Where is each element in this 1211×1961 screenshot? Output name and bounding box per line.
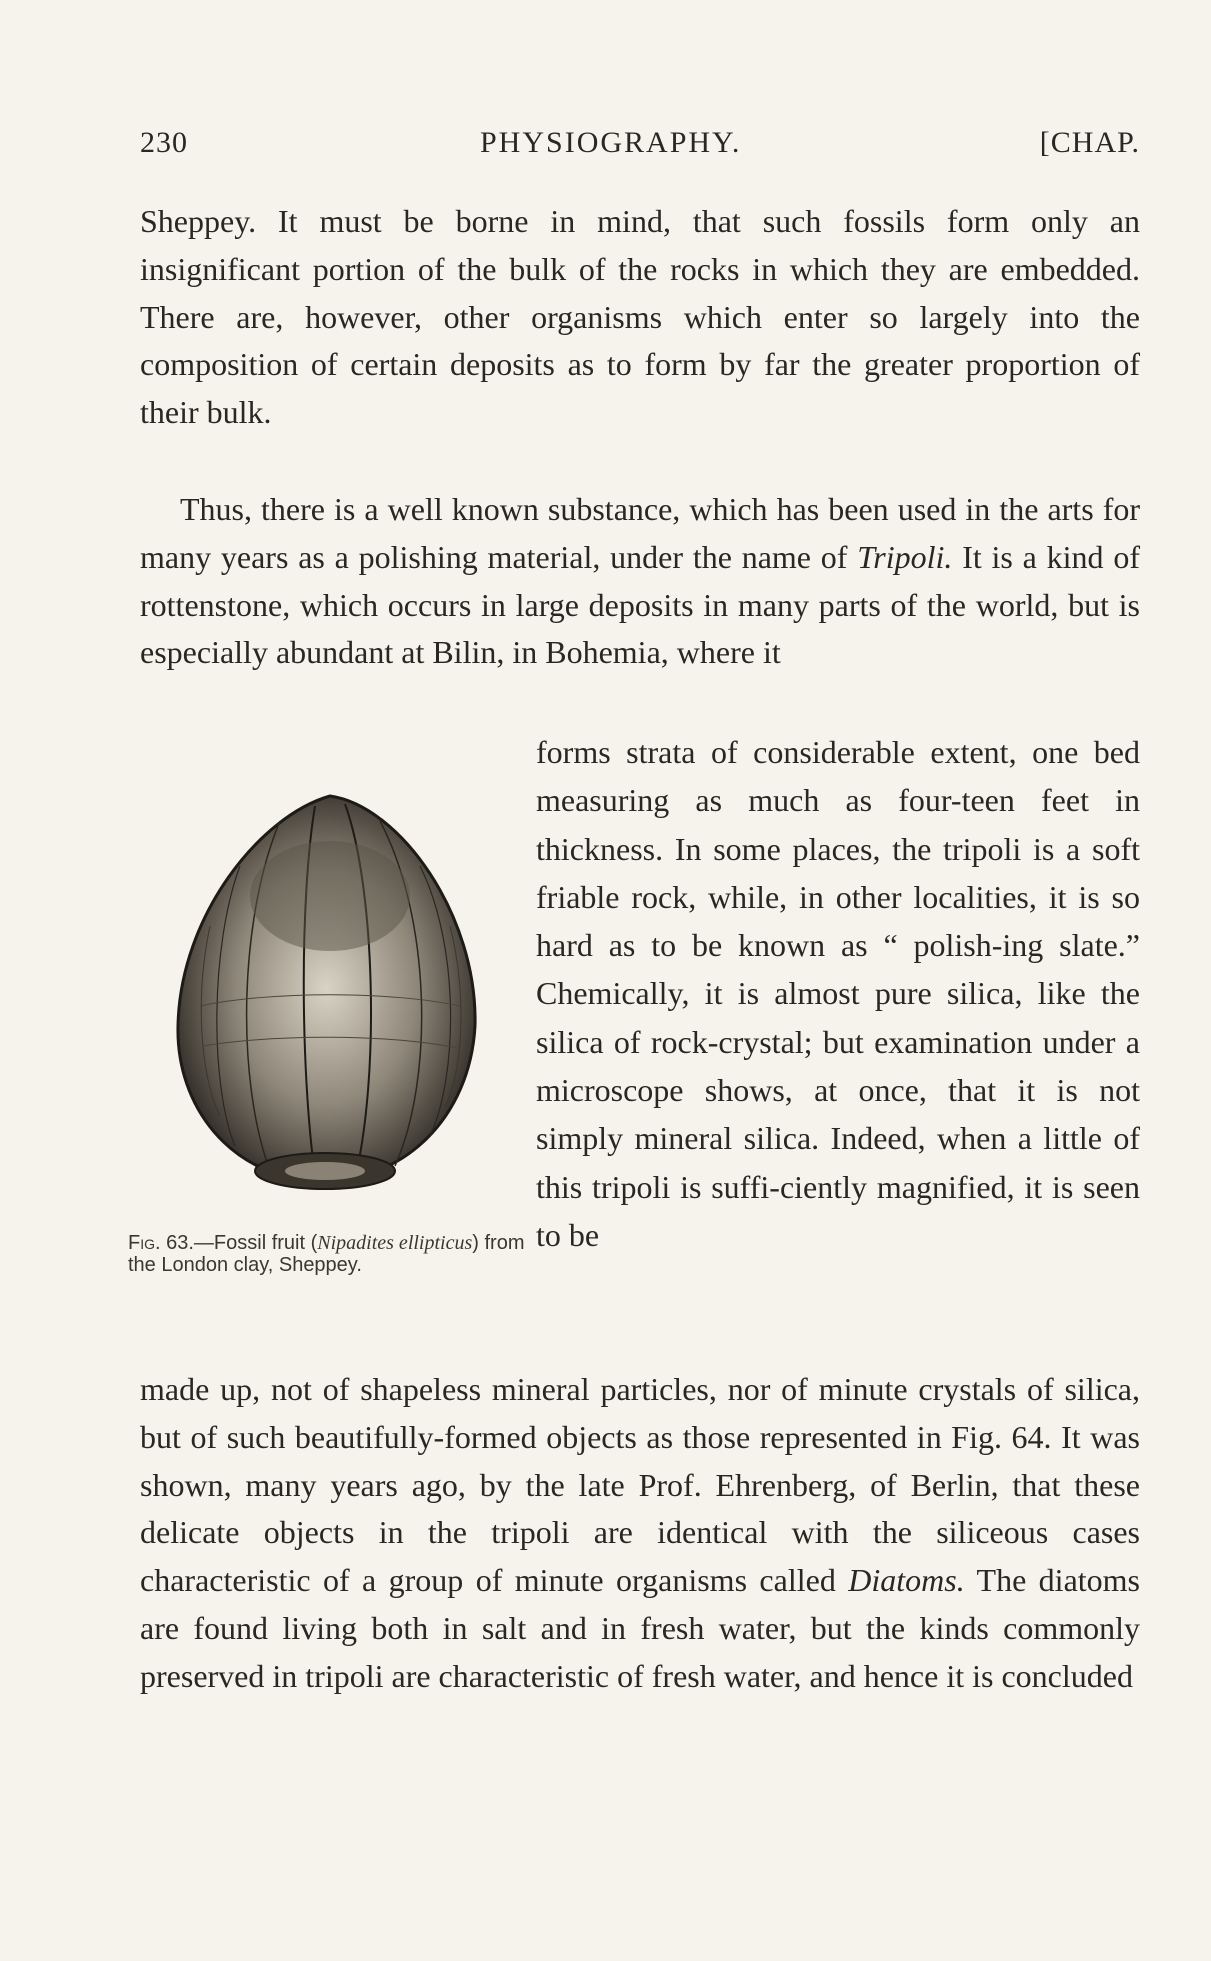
figure-species-name: Nipadites ellipticus bbox=[317, 1232, 473, 1254]
term-tripoli: Tripoli. bbox=[857, 538, 953, 575]
paragraph-diatoms-text-1: made up, not of shapeless mineral particles, nor of minute crystals of silica, but of such beautifully-formed objects as those represented in Fig. 64. It was shown, many years ago, by the late Prof. Ehrenberg, of Berlin, that these delicate objects in the tripoli are identical with the siliceous cases characteristic of a group of minute organisms called bbox=[140, 1371, 1140, 1599]
running-title: PHYSIOGRAPHY. bbox=[480, 126, 742, 159]
figure-63 bbox=[140, 776, 510, 1236]
fossil-fruit-illustration bbox=[140, 776, 510, 1216]
paragraph-tripoli-text-2: It is a kind of rottenstone, which occurs in large deposits in many parts of the world, but is especially abundant at Bilin, in Bohemia, where it bbox=[140, 538, 1141, 671]
paragraph-tripoli bbox=[140, 486, 1140, 677]
page-header bbox=[140, 126, 1140, 170]
paragraph-tripoli-text-1: Thus, there is a well known substance, which has been used in the arts for many years as a polishing material, under the name of bbox=[140, 491, 1140, 575]
figure-63-caption bbox=[128, 1232, 526, 1276]
chapter-marker: [CHAP. bbox=[1039, 126, 1140, 159]
paragraph-diatoms bbox=[140, 1366, 1140, 1701]
fossil-fruit-icon bbox=[178, 796, 475, 1189]
figure-caption-text-2: ) from the London clay, Sheppey. bbox=[128, 1232, 525, 1276]
paragraph-sheppey: Sheppey. It must be borne in mind, that such fossils form only an insignificant portion of the bulk of the rocks in which they are embedded. There are, however, other organisms which enter so largely into the composition of certain deposits as to form by far the greater proportion of their bulk. bbox=[140, 203, 1140, 431]
figure-label: Fig. 63. bbox=[128, 1232, 194, 1254]
term-diatoms: Diatoms. bbox=[848, 1562, 965, 1599]
wrapped-paragraph: forms strata of considerable extent, one bed measuring as much as four-teen feet in thickness. In some places, the tripoli is a soft friable rock, while, in other localities, it is so hard as to be known as “ polish-ing slate.” Chemically, it is almost pure silica, like the silica of rock-crystal; but examination under a microscope shows, at once, that it is not simply mineral silica. Indeed, when a little of this tripoli is suffi-ciently magnified, it is seen to be bbox=[536, 734, 1140, 1253]
page-number: 230 bbox=[140, 126, 188, 159]
figure-caption-text-1: —Fossil fruit ( bbox=[193, 1232, 318, 1254]
paragraph-diatoms-text-2: The diatoms are found living both in salt and in fresh water, but the kinds commonly preserved in tripoli are characteristic of fresh water, and hence it is concluded bbox=[140, 1562, 1141, 1694]
